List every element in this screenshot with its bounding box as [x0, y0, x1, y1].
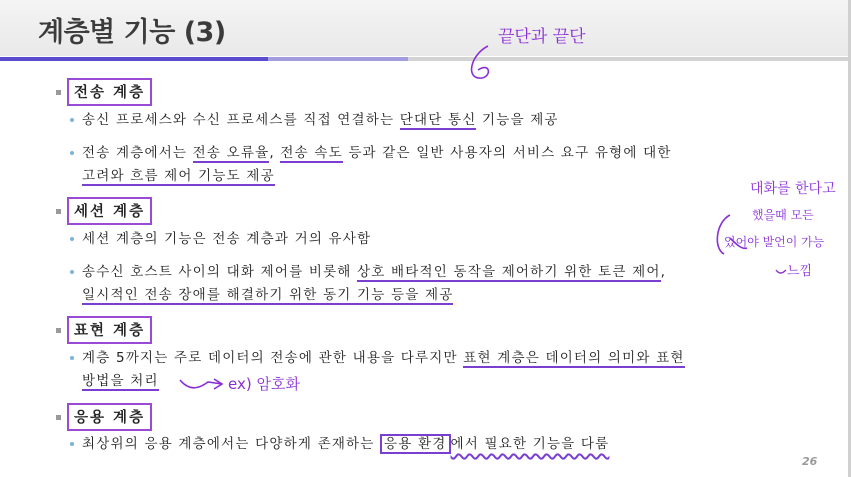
section-heading: 전송 계층 [67, 78, 152, 106]
list-item [70, 433, 810, 457]
handwritten-note: 대화를 한다고 [750, 181, 836, 197]
underlined-text: 단대단 통신 [399, 112, 477, 128]
wavy-underlined-text: 에서 필요한 기능을 다룸 [450, 436, 610, 452]
underlined-text: 상호 배타적인 동작을 제어하기 위한 토큰 제어 [357, 264, 661, 280]
handwritten-note: 했을때 모든 [752, 208, 814, 222]
header-accent-bar-light [268, 57, 408, 61]
section-presentation [56, 316, 152, 344]
underlined-text: 표현 계층은 데이터의 의미와 표현 [463, 350, 685, 366]
section-bullet [56, 415, 61, 420]
item-text: , [660, 264, 667, 280]
section-bullet [56, 209, 61, 214]
underlined-text: 일시적인 전송 장애를 해결하기 위한 동기 기능 등을 제공 [82, 287, 454, 303]
section-heading: 세션 계층 [67, 197, 152, 225]
section-heading: 응용 계층 [67, 403, 152, 431]
bullet-dot [70, 118, 74, 122]
bullet-dot [70, 151, 74, 155]
section-session [56, 197, 152, 225]
section-transport [56, 78, 152, 106]
section-heading: 표현 계층 [67, 316, 152, 344]
handwritten-note: 있어야 발언이 가능 [724, 235, 825, 249]
list-item [70, 109, 810, 131]
underlined-text: 방법을 처리 [82, 373, 159, 389]
underlined-text: 고려와 흐름 제어 기능도 제공 [82, 168, 275, 184]
item-text: 송수신 호스트 사이의 대화 제어를 비롯해 [82, 264, 358, 280]
item-text: 최상위의 응용 계층에서는 다양하게 존재하는 [82, 436, 381, 452]
header-divider [408, 57, 851, 61]
item-text: 기능을 제공 [476, 112, 559, 128]
item-text: 등과 같은 일반 사용자의 서비스 요구 유형에 대한 [342, 145, 672, 161]
section-bullet [56, 90, 61, 95]
section-application [56, 403, 152, 431]
underlined-text: 전송 오류율 [192, 145, 270, 161]
slide-header [0, 0, 851, 56]
list-item [70, 347, 810, 393]
item-text: 계층 5까지는 주로 데이터의 전송에 관한 내용을 다루지만 [82, 350, 464, 366]
section-bullet [56, 328, 61, 333]
bullet-dot [70, 356, 74, 360]
item-text: 송신 프로세스와 수신 프로세스를 직접 연결하는 [82, 112, 400, 128]
list-item [70, 261, 813, 307]
slide-title: 계층별 기능 (3) [38, 17, 226, 48]
handwritten-note: 끝단과 끝단 [498, 27, 586, 47]
underlined-text: 전송 속도 [280, 145, 343, 161]
list-item [70, 228, 810, 250]
handwritten-note: ex) 암호화 [228, 375, 300, 393]
item-text: , [269, 145, 281, 161]
page-number: 26 [802, 455, 818, 468]
item-text: 전송 계층에서는 [82, 145, 193, 161]
boxed-text: 응용 환경 [380, 434, 450, 454]
bullet-dot [70, 270, 74, 274]
header-accent-bar [0, 57, 268, 61]
list-item [70, 142, 810, 188]
item-text: 세션 계층의 기능은 전송 계층과 거의 유사함 [82, 231, 372, 247]
handwritten-note: 느낌 [787, 264, 813, 279]
bullet-dot [70, 237, 74, 241]
bullet-dot [70, 442, 74, 446]
